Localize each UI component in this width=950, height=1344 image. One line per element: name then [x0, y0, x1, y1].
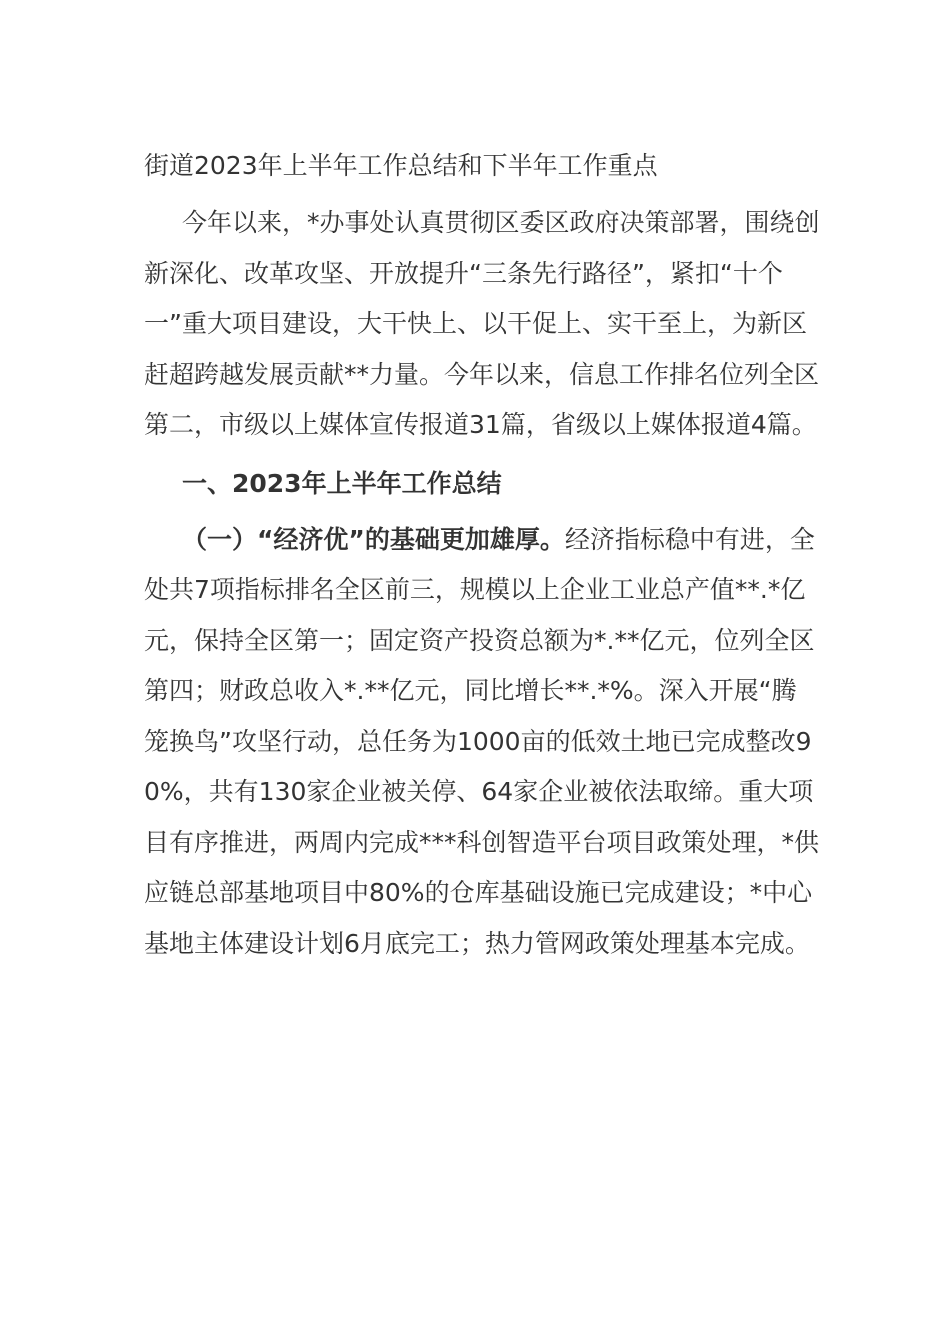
intro-paragraph: 今年以来，*办事处认真贯彻区委区政府决策部署，围绕创新深化、改革攻坚、开放提升“三条先行路径”，紧扣“十个一”重大项目建设，大干快上、以干促上、实干至上，为新区赶超跨越发展贡献**力量。今年以来，信息工作排名位列全区第二，市级以上媒体宣传报道31篇，省级以上媒体报道4篇。: [144, 208, 820, 439]
subsection-body: 经济指标稳中有进，全处共7项指标排名全区前三，规模以上企业工业总产值**.*亿元，保持全区第一；固定资产投资总额为*.**亿元，位列全区第四；财政总收入*.**亿元，同比增长**.*%。深入开展“腾笼换鸟”攻坚行动，总任务为1000亩的低效土地已完成整改90%，共有130家企业被关停、64家企业被依法取缔。重大项目有序推进，两周内完成***科创智造平台项目政策处理，*供应链总部基地项目中80%的仓库基础设施已完成建设；*中心基地主体建设计划6月底完工；热力管网政策处理基本完成。: [144, 524, 820, 958]
subsection-paragraph: [144, 515, 820, 970]
subsection-lead: （一）“经济优”的基础更加雄厚。: [182, 524, 565, 554]
document-title: 街道2023年上半年工作总结和下半年工作重点: [144, 151, 658, 180]
document-body: [144, 146, 820, 977]
section-heading: 一、2023年上半年工作总结: [182, 468, 502, 498]
